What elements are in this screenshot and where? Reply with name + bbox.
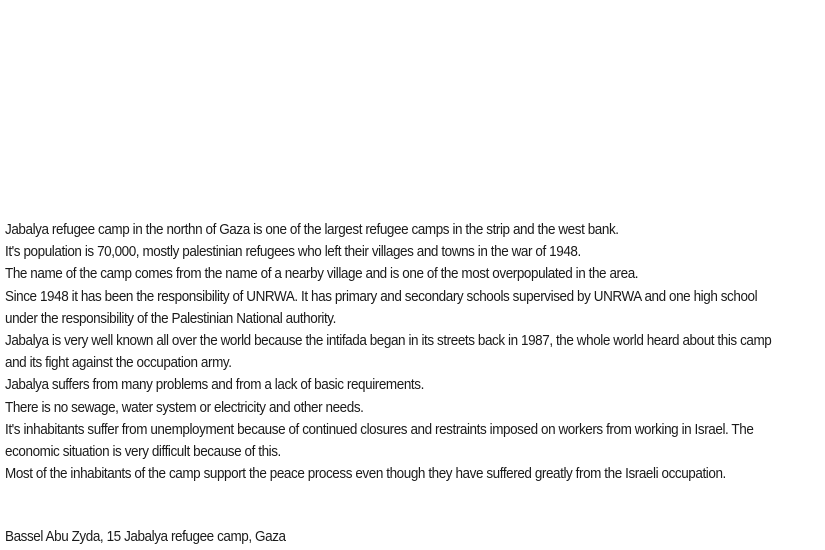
text-line: Jabalya suffers from many problems and from a lack of basic requirements. xyxy=(5,377,424,394)
text-line: It's inhabitants suffer from unemployment because of continued closures and restraints imposed on workers from working in Israel. The xyxy=(5,421,754,438)
text-line: Most of the inhabitants of the camp support the peace process even though they have suffered greatly from the Israeli occupation. xyxy=(5,466,726,483)
author-signature: Bassel Abu Zyda, 15 Jabalya refugee camp, Gaza xyxy=(5,529,286,545)
text-line: There is no sewage, water system or electricity and other needs. xyxy=(5,399,364,416)
text-line: It's population is 70,000, mostly palestinian refugees who left their villages and towns in the war of 1948. xyxy=(5,244,581,261)
text-line: The name of the camp comes from the name of a nearby village and is one of the most overpopulated in the area. xyxy=(5,266,639,283)
text-line: Since 1948 it has been the responsibility of UNRWA. It has primary and secondary schools supervised by UNRWA and one high school xyxy=(5,288,758,305)
text-line: economic situation is very difficult because of this. xyxy=(5,444,281,461)
text-line: Jabalya is very well known all over the world because the intifada began in its streets back in 1987, the whole world heard about this camp xyxy=(5,333,772,350)
body-text xyxy=(5,219,820,485)
text-line: and its fight against the occupation army. xyxy=(5,355,232,372)
text-line: Jabalya refugee camp in the northn of Gaza is one of the largest refugee camps in the strip and the west bank. xyxy=(5,222,619,238)
text-line: under the responsibility of the Palestinian National authority. xyxy=(5,310,336,327)
